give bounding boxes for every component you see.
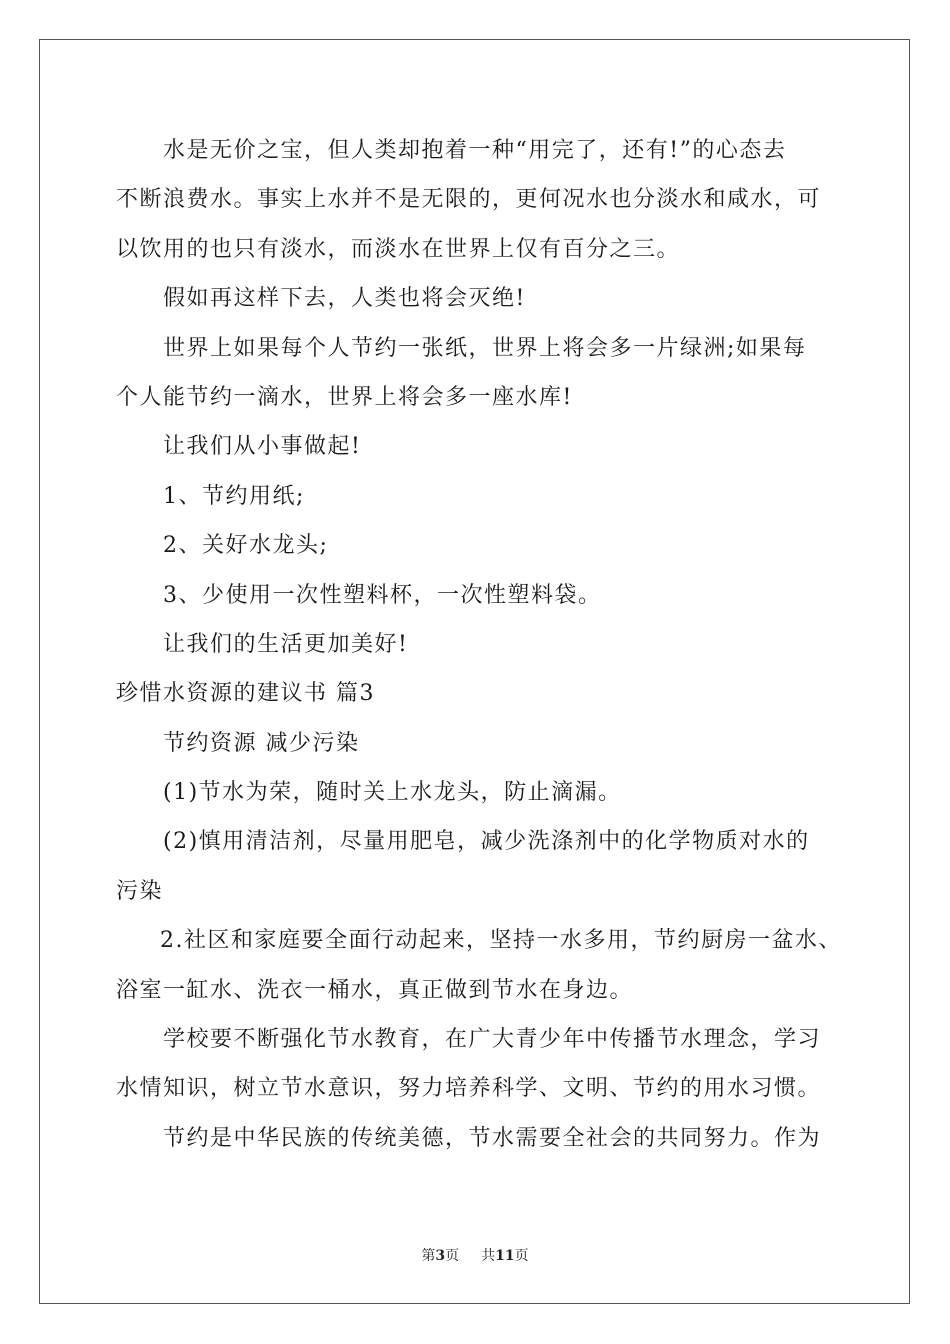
list-item: 2.社区和家庭要全面行动起来，坚持一水多用，节约厨房一盆水、: [160, 928, 842, 954]
text-line: 让我们从小事做起!: [163, 434, 362, 460]
list-item: 3、少使用一次性塑料杯，一次性塑料袋。: [163, 582, 602, 608]
total-prefix: 共: [481, 1248, 496, 1264]
text-line: 假如再这样下去，人类也将会灭绝!: [163, 286, 526, 312]
list-item: 2、关好水龙头;: [163, 533, 329, 559]
text-line: 世界上如果每个人节约一张纸，世界上将会多一片绿洲;如果每: [163, 335, 807, 361]
text-line: 个人能节约一滴水，世界上将会多一座水库!: [116, 384, 573, 410]
text-line: 以饮用的也只有淡水，而淡水在世界上仅有百分之三。: [116, 236, 681, 262]
list-item: 1、节约用纸;: [163, 483, 305, 509]
text-line: 学校要不断强化节水教育，在广大青少年中传播节水理念，学习: [163, 1027, 822, 1053]
page-footer: [0, 1245, 950, 1265]
text-line: 不断浪费水。事实上水并不是无限的，更何况水也分淡水和咸水，可: [116, 187, 822, 213]
list-item: (2)慎用清洁剂，尽量用肥皂，减少洗涤剂中的化学物质对水的: [163, 829, 810, 855]
total-suffix: 页: [514, 1248, 529, 1264]
total-pages: 11: [495, 1248, 515, 1264]
text-line: 污染: [116, 878, 164, 904]
list-item: (1)节水为荣，随时关上水龙头，防止滴漏。: [163, 780, 622, 806]
text-line: 节约是中华民族的传统美德，节水需要全社会的共同努力。作为: [163, 1125, 822, 1151]
document-body: [116, 126, 846, 1163]
page-suffix: 页: [445, 1248, 460, 1264]
text-line: 浴室一缸水、洗衣一桶水，真正做到节水在身边。: [116, 977, 634, 1003]
page-prefix: 第: [421, 1248, 436, 1264]
text-line: 水是无价之宝，但人类却抱着一种“用完了，还有!”的心态去: [163, 138, 787, 163]
sub-heading: 节约资源 减少污染: [163, 730, 360, 756]
section-heading: 珍惜水资源的建议书 篇3: [116, 681, 375, 707]
text-line: 让我们的生活更加美好!: [163, 631, 409, 657]
text-line: 水情知识，树立节水意识，努力培养科学、文明、节约的用水习惯。: [116, 1076, 822, 1102]
page-current: 3: [435, 1248, 446, 1264]
